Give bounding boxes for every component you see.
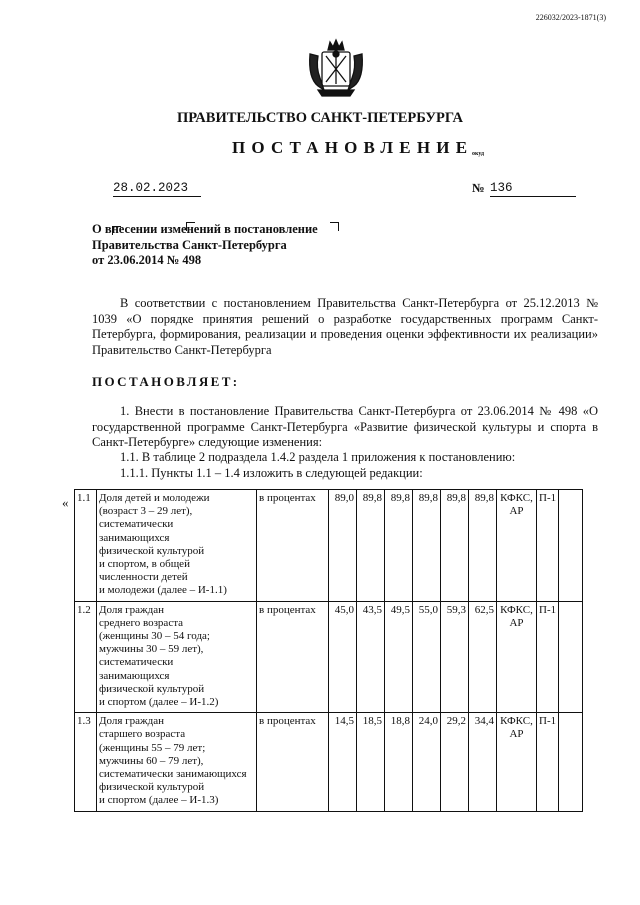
table-row: 1.1 Доля детей и молодежи (возраст 3 – 29 лет), систематически занимающихся физической культурой и спортом, в общей численности детей и молодежи (далее – И-1.1) в процентах 89,0 89,8 89,8 89,8 89,8 89,8 КФКС, АР П-1: [75, 490, 583, 602]
government-title: ПРАВИТЕЛЬСТВО САНКТ-ПЕТЕРБУРГА: [177, 110, 463, 126]
table-row: 1.3 Доля граждан старшего возраста (женщины 55 – 79 лет; мужчины 60 – 79 лет), систематически занимающихся физической культурой и спортом (далее – И-1.3) в процентах 14,5 18,5 18,8 24,0 29,2 34,4 КФКС, АР П-1: [75, 713, 583, 811]
okud-label: окуд: [472, 151, 485, 157]
decree-word: ПОСТАНОВЛЯЕТ:: [92, 374, 240, 389]
coat-of-arms-icon: [306, 38, 366, 100]
document-number: 136: [490, 180, 576, 197]
document-type: ПОСТАНОВЛЕНИЕ: [232, 138, 474, 157]
open-quote: «: [62, 495, 69, 510]
document-id: 226032/2023-1871(3): [535, 13, 606, 22]
document-date: 28.02.2023: [113, 180, 201, 197]
number-label: №: [472, 181, 485, 195]
corner-mark-icon: [330, 222, 339, 231]
item-1-1-1: 1.1.1. Пункты 1.1 – 1.4 изложить в следующей редакции:: [120, 466, 423, 480]
indicators-table: [74, 489, 583, 812]
document-subject: О внесении изменений в постановление Правительства Санкт-Петербурга от 23.06.2014 № 498: [92, 222, 318, 267]
table-row: 1.2 Доля граждан среднего возраста (женщины 30 – 54 года; мужчины 30 – 59 лет), систематически занимающихся физической культурой и спортом (далее – И-1.2) в процентах 45,0 43,5 49,5 55,0 59,3 62,5 КФКС, АР П-1: [75, 601, 583, 713]
item-1: 1. Внести в постановление Правительства Санкт-Петербурга от 23.06.2014 № 498 «О государственной программе Санкт-Петербурга «Развитие физической культуры и спорта в Санкт-Петербурге» следующие изменения:: [92, 404, 598, 449]
preamble: В соответствии с постановлением Правительства Санкт-Петербурга от 25.12.2013 № 1039 «О порядке принятия решений о разработке государственных программ Санкт-Петербурга, формирования, реализации и проведения оценки эффективности их реализации» Правительство Санкт-Петербурга: [92, 296, 598, 357]
item-1-1: 1.1. В таблице 2 подраздела 1.4.2 раздела 1 приложения к постановлению:: [120, 450, 516, 464]
